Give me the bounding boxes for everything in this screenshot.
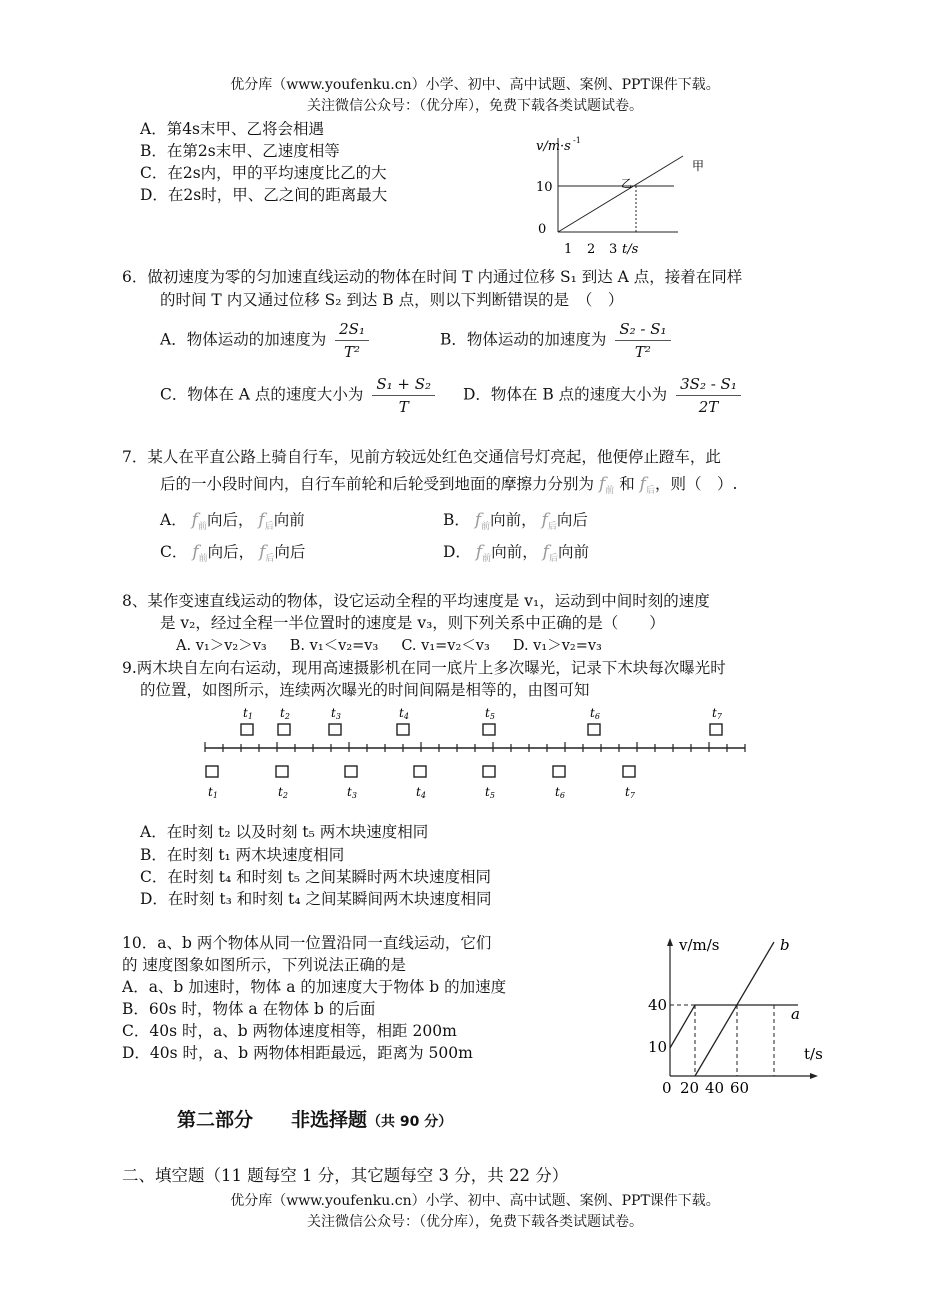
q9-bottom-block-4 xyxy=(414,766,426,777)
q7-stem-text-a: 后的一小段时间内，自行车前轮和后轮受到地面的摩擦力分别为 xyxy=(160,475,595,493)
q9-stem-line-1: 9.两木块自左向右运动，现用高速摄影机在同一底片上多次曝光，记录下木块每次曝光时 xyxy=(122,659,726,677)
q7-f-rear-symbol: f xyxy=(639,474,646,494)
q5-line-jia xyxy=(558,156,683,232)
q8-options xyxy=(176,634,602,655)
q9-bottom-block-1 xyxy=(206,766,218,777)
q9-option-c: C．在时刻 t₄ 和时刻 t₅ 之间某瞬时两木块速度相同 xyxy=(140,868,491,886)
q9-top-label-5: t5 xyxy=(485,706,495,721)
q6-a-num: 2S₁ xyxy=(335,320,369,341)
q6-option-b-fraction xyxy=(615,320,670,361)
q9-top-label-1: t1 xyxy=(243,706,253,721)
q5-y-tick-10: 10 xyxy=(536,180,553,195)
q6-c-den: T xyxy=(398,398,409,416)
q10-label-b: b xyxy=(780,936,790,954)
q7-d-f2-sub: 后 xyxy=(548,554,558,564)
q5-vt-graph xyxy=(528,130,718,260)
q7-a-f2: f xyxy=(258,510,265,530)
q5-option-c: C．在2s内，甲的平均速度比乙的大 xyxy=(140,164,387,182)
q5-y-tick-0: 0 xyxy=(538,222,547,237)
q10-y-arrow xyxy=(667,938,673,946)
q9-top-block-3 xyxy=(329,724,341,735)
q6-option-c-fraction xyxy=(372,375,435,416)
q9-bottom-block-6 xyxy=(553,766,565,777)
q7-a-label: A． xyxy=(160,511,187,529)
q6-option-d xyxy=(463,375,745,416)
q7-c-label: C． xyxy=(160,543,188,561)
q9-option-d: D．在时刻 t₃ 和时刻 t₄ 之间某瞬间两木块速度相同 xyxy=(140,890,492,908)
q7-b-f1: f xyxy=(474,510,482,530)
q10-x-tick-20: 20 xyxy=(680,1079,700,1095)
q7-f-front-sub: 前 xyxy=(605,486,615,496)
q9-top-block-4 xyxy=(397,724,409,735)
q10-label-a: a xyxy=(791,1005,800,1023)
q7-c-text1: 向后， xyxy=(207,543,255,561)
q7-stem-text-c: ，则（ ）. xyxy=(654,475,738,493)
q8-option-b: B. v₁＜v₂=v₃ xyxy=(289,638,379,654)
q8-option-d: D. v₁＞v₂=v₃ xyxy=(512,638,602,654)
q9-bottom-label-1: t1 xyxy=(208,785,218,800)
q9-bottom-label-5: t5 xyxy=(485,785,495,800)
part2-title-text: 第二部分 非选择题 xyxy=(177,1109,368,1131)
q5-label-yi: 乙 xyxy=(621,177,632,190)
q6-option-b xyxy=(440,320,675,361)
q10-stem-line-2: 的 速度图象如图所示，下列说法正确的是 xyxy=(122,956,406,974)
q10-vt-graph xyxy=(640,930,830,1095)
q9-stem-line-2: 的位置，如图所示，连续两次曝光的时间间隔是相等的，由图可知 xyxy=(140,681,590,699)
footer-line-1: 优分库（www.youfenku.cn）小学、初中、高中试题、案例、PPT课件下载。 xyxy=(230,1193,720,1209)
q10-x-tick-60: 60 xyxy=(730,1079,750,1095)
q9-bottom-label-6: t6 xyxy=(555,785,565,800)
q7-a-f2-sub: 后 xyxy=(264,522,274,532)
q9-top-label-4: t4 xyxy=(399,706,409,721)
q6-a-den: T² xyxy=(344,343,361,361)
header-line-1: 优分库（www.youfenku.cn）小学、初中、高中试题、案例、PPT课件下载。 xyxy=(230,77,720,93)
q7-d-f1: f xyxy=(475,542,483,562)
q7-f-rear-sub: 后 xyxy=(645,486,655,496)
q9-bottom-block-5 xyxy=(483,766,495,777)
q7-option-c xyxy=(160,540,305,564)
q9-bottom-label-7: t7 xyxy=(625,785,635,800)
q7-c-f1-sub: 前 xyxy=(198,554,208,564)
q5-label-jia: 甲 xyxy=(692,159,705,173)
q7-f-front-symbol: f xyxy=(598,474,606,494)
q6-option-b-text: B．物体运动的加速度为 xyxy=(440,330,607,349)
q6-option-c xyxy=(160,375,439,416)
q5-y-label: v/m·s xyxy=(536,139,571,154)
q7-c-f1: f xyxy=(192,542,199,562)
q9-top-label-7: t7 xyxy=(712,706,722,721)
q8-stem-line-2: 是 v₂，经过全程一半位置时的速度是 v₃，则下列关系中正确的是（ ） xyxy=(160,614,665,632)
q6-option-c-text: C．物体在 A 点的速度大小为 xyxy=(160,385,364,404)
q6-option-a-fraction xyxy=(335,320,369,361)
q9-top-block-5 xyxy=(483,724,495,735)
q6-stem-line-1: 6．做初速度为零的匀加速直线运动的物体在时间 T 内通过位移 S₁ 到达 A 点，接着在同样 xyxy=(122,268,743,286)
q6-b-den: T² xyxy=(634,343,651,361)
q7-a-f1-sub: 前 xyxy=(197,522,207,532)
q5-option-d: D．在2s时，甲、乙之间的距离最大 xyxy=(140,186,388,204)
q5-x-tick-2: 2 xyxy=(587,242,596,257)
q10-x-tick-40: 40 xyxy=(705,1079,725,1095)
q6-d-den: 2T xyxy=(698,398,719,416)
q8-option-c: C. v₁=v₂＜v₃ xyxy=(401,638,490,654)
q7-b-text1: 向前， xyxy=(490,511,537,529)
q7-a-text2: 向前 xyxy=(273,511,305,529)
q10-x-arrow xyxy=(810,1073,818,1079)
q10-y-tick-10: 10 xyxy=(648,1038,668,1056)
q6-d-num: 3S₂ - S₁ xyxy=(676,375,741,396)
q5-x-label: t/s xyxy=(622,242,639,257)
header-line-2: 关注微信公众号：（优分库），免费下载各类试题试卷。 xyxy=(307,98,643,114)
q10-option-b: B．60s 时，物体 a 在物体 b 的后面 xyxy=(122,1000,376,1018)
footer-line-2: 关注微信公众号：（优分库），免费下载各类试题试卷。 xyxy=(307,1214,643,1230)
section2-heading: 二、填空题（11 题每空 1 分，其它题每空 3 分，共 22 分） xyxy=(122,1166,569,1185)
q7-d-label: D． xyxy=(443,543,471,561)
q9-ruler xyxy=(205,742,745,752)
q6-stem-line-2: 的时间 T 内又通过位移 S₂ 到达 B 点，则以下判断错误的是 （ ） xyxy=(160,291,624,309)
q9-bottom-block-2 xyxy=(276,766,288,777)
q5-x-tick-3: 3 xyxy=(609,242,618,257)
q9-bottom-block-3 xyxy=(345,766,357,777)
q6-c-num: S₁ + S₂ xyxy=(372,375,435,396)
q9-top-label-6: t6 xyxy=(590,706,600,721)
q10-stem-line-1: 10．a、b 两个物体从同一位置沿同一直线运动，它们 xyxy=(122,934,492,952)
q10-x-tick-0: 0 xyxy=(662,1079,672,1095)
part2-points: （共 90 分） xyxy=(367,1114,453,1130)
q10-y-label: v/m/s xyxy=(679,936,720,954)
q7-b-label: B． xyxy=(443,511,470,529)
q7-d-f2: f xyxy=(542,542,549,562)
q7-option-a xyxy=(160,508,305,532)
q9-top-block-7 xyxy=(710,724,722,735)
q7-stem-line-2 xyxy=(160,472,737,496)
q7-stem-text-b: 和 xyxy=(619,475,635,493)
q10-line-a xyxy=(670,1005,798,1048)
q9-top-block-6 xyxy=(588,724,600,735)
q7-d-text2: 向前 xyxy=(557,543,589,561)
q6-option-d-text: D．物体在 B 点的速度大小为 xyxy=(463,385,668,404)
q9-top-label-2: t2 xyxy=(280,706,290,721)
q7-b-f2-sub: 后 xyxy=(547,522,557,532)
q10-option-a: A．a、b 加速时，物体 a 的加速度大于物体 b 的加速度 xyxy=(122,978,507,996)
q6-option-a-text: A．物体运动的加速度为 xyxy=(160,330,327,349)
q9-exposure-figure xyxy=(195,702,755,802)
q6-b-num: S₂ - S₁ xyxy=(615,320,670,341)
q7-stem-line-1: 7．某人在平直公路上骑自行车，见前方较远处红色交通信号灯亮起，他便停止蹬车，此 xyxy=(122,448,721,466)
q7-b-f2: f xyxy=(541,510,548,530)
q9-top-block-2 xyxy=(278,724,290,735)
q8-stem-line-1: 8、某作变速直线运动的物体，设它运动全程的平均速度是 v₁，运动到中间时刻的速度 xyxy=(122,592,710,610)
q7-c-text2: 向后 xyxy=(274,543,306,561)
q9-bottom-label-4: t4 xyxy=(416,785,426,800)
q8-option-a: A. v₁＞v₂＞v₃ xyxy=(176,638,267,654)
q9-bottom-block-7 xyxy=(623,766,635,777)
q9-bottom-label-3: t3 xyxy=(347,785,357,800)
q9-top-label-3: t3 xyxy=(331,706,341,721)
q5-y-label-sup: -1 xyxy=(573,136,581,145)
q6-option-a xyxy=(160,320,373,361)
q10-line-b xyxy=(695,942,774,1076)
q9-bottom-label-2: t2 xyxy=(278,785,288,800)
part2-title xyxy=(177,1105,452,1132)
q7-b-f1-sub: 前 xyxy=(481,522,491,532)
q7-option-d xyxy=(443,540,589,564)
q7-d-f1-sub: 前 xyxy=(482,554,492,564)
q9-option-a: A．在时刻 t₂ 以及时刻 t₅ 两木块速度相同 xyxy=(140,823,429,841)
q7-c-f2-sub: 后 xyxy=(265,554,275,564)
q5-option-b: B．在第2s末甲、乙速度相等 xyxy=(140,142,340,160)
q7-b-text2: 向后 xyxy=(556,511,588,529)
q10-y-tick-40: 40 xyxy=(648,996,668,1014)
q7-a-f1: f xyxy=(191,510,198,530)
q6-option-d-fraction xyxy=(676,375,741,416)
q7-a-text1: 向后， xyxy=(206,511,254,529)
q7-option-b xyxy=(443,508,588,532)
q5-option-a: A．第4s末甲、乙将会相遇 xyxy=(140,120,325,138)
q9-top-block-1 xyxy=(241,724,253,735)
q7-c-f2: f xyxy=(259,542,266,562)
q7-d-text1: 向前， xyxy=(491,543,538,561)
q10-x-label: t/s xyxy=(804,1045,823,1063)
q10-option-d: D．40s 时，a、b 两物体相距最远，距离为 500m xyxy=(122,1044,473,1062)
q9-option-b: B．在时刻 t₁ 两木块速度相同 xyxy=(140,846,345,864)
q10-option-c: C．40s 时，a、b 两物体速度相等，相距 200m xyxy=(122,1022,457,1040)
q5-x-tick-1: 1 xyxy=(564,242,573,257)
